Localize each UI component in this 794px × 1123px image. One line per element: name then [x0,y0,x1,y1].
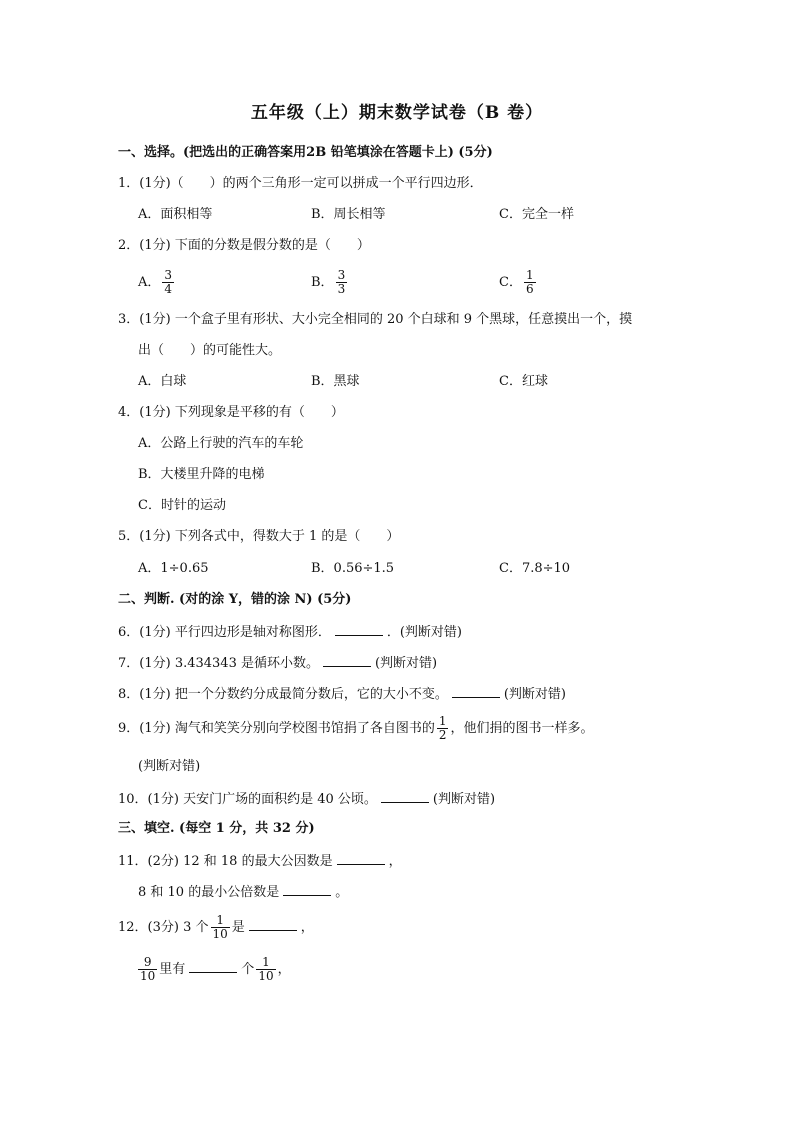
question-5-option-b[interactable]: B．0.56÷1.5 [311,561,395,576]
question-1-option-b[interactable]: B．周长相等 [311,207,386,222]
question-10-suffix: (判断对错) [432,792,496,807]
question-5-option-a[interactable]: A．1÷0.65 [138,561,209,576]
fraction [437,715,449,742]
fraction-numerator: 1 [438,714,447,728]
question-10 [118,788,495,810]
fraction-numerator: 3 [337,268,346,282]
fraction-denominator: 2 [438,728,447,742]
punctuation: ， [300,920,314,935]
question-12-line1 [118,910,314,946]
option-label: C． [499,275,522,290]
punctuation: 。 [335,885,349,900]
answer-blank[interactable] [381,788,429,803]
question-2-option-c[interactable] [499,266,538,300]
question-2-stem: 2．(1分) 下面的分数是假分数的是（ ） [118,238,370,253]
question-4-option-a[interactable]: A．公路上行驶的汽车的车轮 [138,436,304,451]
question-2-option-a[interactable] [138,266,176,300]
question-11-text: 8 和 10 的最小公倍数是 [138,885,280,900]
fraction-denominator: 3 [337,282,346,296]
punctuation: ， [388,854,402,869]
question-12-text: 里有 [159,962,186,977]
question-12-line2 [136,952,291,988]
fraction-numerator: 9 [143,955,152,969]
answer-blank[interactable] [283,881,331,896]
question-3-option-c[interactable]: C．红球 [499,374,548,389]
fraction-numerator: 1 [262,955,270,969]
question-2-option-b[interactable] [311,266,349,300]
answer-blank[interactable] [323,652,371,667]
page-title: 五年级（上）期末数学试卷（B 卷） [250,103,544,123]
question-3-option-b[interactable]: B．黑球 [311,374,360,389]
question-4-stem: 4．(1分) 下列现象是平移的有（ ） [118,405,344,420]
fraction-numerator: 1 [216,913,224,927]
question-5-option-c[interactable]: C．7.8÷10 [499,561,571,576]
question-11-text: 11．(2分) 12 和 18 的最大公因数是 [118,854,333,869]
fraction [138,956,157,983]
fraction [524,269,536,296]
answer-blank[interactable] [452,683,500,698]
question-9 [118,712,593,746]
answer-blank[interactable] [337,850,385,865]
question-5-stem: 5．(1分) 下列各式中，得数大于 1 的是（ ） [118,529,400,544]
question-8 [118,683,566,705]
question-3-option-a[interactable]: A．白球 [138,374,187,389]
question-1-option-c[interactable]: C．完全一样 [499,207,574,222]
fraction-numerator: 1 [525,268,534,282]
question-11-line1 [118,850,402,872]
punctuation: ， [277,962,291,977]
question-9-line2: (判断对错) [138,759,201,774]
answer-blank[interactable] [335,621,383,636]
section-heading-choice: 一、选择。(把选出的正确答案用2B 铅笔填涂在答题卡上) (5分) [118,145,493,160]
fraction [256,956,275,983]
fraction-denominator: 6 [525,282,534,296]
fraction-numerator: 3 [164,268,173,282]
fraction [336,269,348,296]
question-8-text: 8．(1分) 把一个分数约分成最简分数后，它的大小不变。 [118,687,448,702]
section-heading-fill: 三、填空. (每空 1 分，共 32 分) [118,821,315,836]
question-6-suffix: ．(判断对错) [386,625,462,640]
question-1-option-a[interactable]: A．面积相等 [138,207,213,222]
question-7 [118,652,437,674]
question-10-text: 10．(1分) 天安门广场的面积约是 40 公顷。 [118,792,377,807]
fraction-denominator: 10 [258,969,274,983]
question-1-stem: 1．(1分)（ ）的两个三角形一定可以拼成一个平行四边形． [118,176,483,191]
question-9-text-end: ，他们捐的图书一样多。 [450,721,594,736]
option-label: A． [138,275,161,290]
question-11-line2 [138,881,348,903]
fraction-denominator: 10 [212,927,228,941]
fraction [211,914,230,941]
question-6-text: 6．(1分) 平行四边形是轴对称图形． [118,625,331,640]
question-3-stem-line1: 3．(1分) 一个盒子里有形状、大小完全相同的 20 个白球和 9 个黑球，任意摸出一个，摸 [118,312,633,327]
fraction [162,269,174,296]
question-3-stem-line2: 出（ ）的可能性大。 [138,343,282,358]
question-6 [118,621,462,643]
answer-blank[interactable] [189,958,237,973]
fraction-denominator: 4 [164,282,173,296]
question-4-option-b[interactable]: B．大楼里升降的电梯 [138,467,265,482]
answer-blank[interactable] [249,916,297,931]
question-7-suffix: (判断对错) [374,656,438,671]
question-12-text: 是 [231,920,245,935]
question-4-option-c[interactable]: C．时针的运动 [138,498,226,513]
question-12-text: 12．(3分) 3 个 [118,920,209,935]
question-12-text: 个 [241,962,255,977]
option-label: B． [311,275,334,290]
question-7-text: 7．(1分) 3.434343 是循环小数。 [118,656,319,671]
section-heading-judge: 二、判断. (对的涂 Y，错的涂 N) (5分) [118,592,352,607]
fraction-denominator: 10 [140,969,156,983]
question-8-suffix: (判断对错) [503,687,566,702]
question-9-text: 9．(1分) 淘气和笑笑分别向学校图书馆捐了各自图书的 [118,721,435,736]
